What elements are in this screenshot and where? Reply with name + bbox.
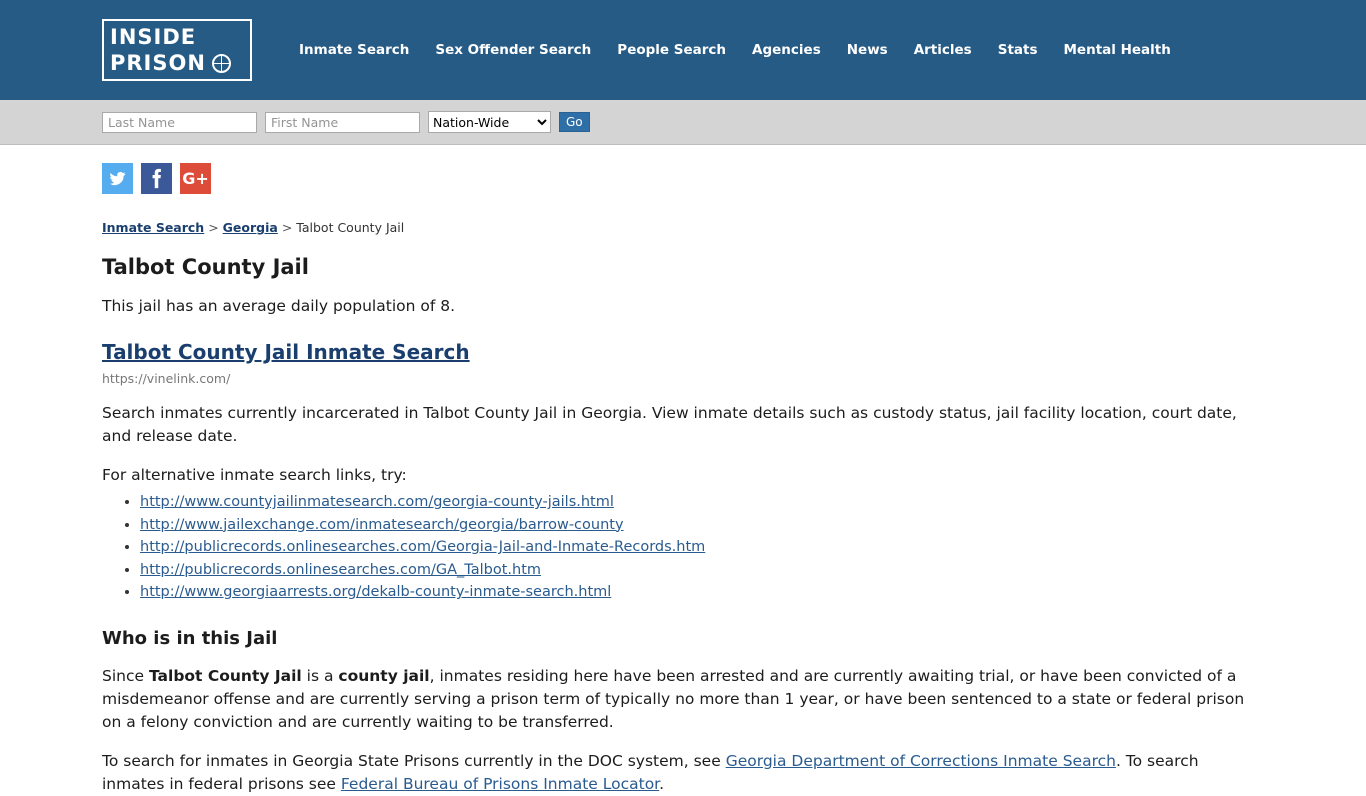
- doc-search-paragraph: [102, 750, 1264, 796]
- nav-item-sex-offender-search[interactable]: Sex Offender Search: [435, 42, 592, 58]
- inmate-search-url: https://vinelink.com/: [102, 371, 231, 386]
- nav-item-people-search[interactable]: People Search: [617, 42, 727, 58]
- facility-description: Search inmates currently incarcerated in Talbot County Jail in Georgia. View inmate details such as custody status, jail facility location, court date, and release date.: [102, 404, 1237, 445]
- twitter-icon[interactable]: [102, 163, 133, 194]
- inmate-search-link[interactable]: Talbot County Jail Inmate Search: [102, 340, 470, 364]
- google-plus-glyph: G+: [182, 169, 209, 188]
- first-name-input[interactable]: [265, 112, 420, 133]
- nav-item-news[interactable]: News: [846, 42, 888, 58]
- alt-link-2[interactable]: http://www.jailexchange.com/inmatesearch/georgia/barrow-county: [140, 516, 624, 533]
- georgia-doc-inmate-search-link[interactable]: Georgia Department of Corrections Inmate Search: [725, 751, 1116, 770]
- nav-item-stats[interactable]: Stats: [997, 42, 1038, 58]
- nav-item-inmate-search[interactable]: Inmate Search: [299, 42, 410, 58]
- who-is-in-this-jail-paragraph: [102, 665, 1264, 734]
- alt-link-3[interactable]: http://publicrecords.onlinesearches.com/Georgia-Jail-and-Inmate-Records.htm: [140, 539, 706, 555]
- who-facility-type: county jail: [338, 666, 430, 685]
- list-item: [140, 514, 1264, 537]
- alt-link-1[interactable]: http://www.countyjailinmatesearch.com/georgia-county-jails.html: [140, 494, 614, 510]
- globe-icon: [212, 54, 231, 73]
- main-navigation: [286, 38, 1184, 62]
- nav-item-mental-health[interactable]: Mental Health: [1063, 42, 1171, 58]
- facebook-icon[interactable]: [141, 163, 172, 194]
- site-header: [0, 0, 1366, 100]
- go-button[interactable]: Go: [559, 112, 590, 132]
- who-facility-name: Talbot County Jail: [148, 666, 302, 685]
- doc-text-a: To search for inmates in Georgia State Prisons currently in the DOC system, see: [102, 751, 726, 770]
- breadcrumb: [102, 220, 1264, 235]
- region-select[interactable]: [428, 111, 551, 133]
- list-item: [140, 581, 1264, 604]
- inmate-search-heading: [102, 340, 1264, 364]
- who-is-in-this-jail-heading: Who is in this Jail: [102, 627, 278, 649]
- quick-search-bar: [0, 100, 1366, 145]
- site-logo[interactable]: [102, 19, 252, 81]
- breadcrumb-link-inmate-search[interactable]: Inmate Search: [102, 220, 205, 235]
- who-text-c: is a: [301, 666, 339, 685]
- list-item: [140, 559, 1264, 582]
- breadcrumb-link-georgia[interactable]: Georgia: [222, 220, 278, 235]
- last-name-input[interactable]: [102, 112, 257, 133]
- alt-link-5[interactable]: http://www.georgiaarrests.org/dekalb-county-inmate-search.html: [140, 584, 612, 600]
- who-text-e: , inmates residing here have been arrested and are currently awaiting trial, or have been convicted of a misdemeanor offense and are currently serving a prison term of typically no more than 1 year, or have been sentenced to a state or federal prison on a felony conviction and are currently waiting to be transferred.: [102, 666, 1245, 731]
- breadcrumb-separator-2: >: [281, 220, 293, 235]
- breadcrumb-separator-1: >: [208, 220, 219, 235]
- nav-item-articles[interactable]: Articles: [913, 42, 972, 58]
- doc-text-c: .: [659, 774, 665, 793]
- alternative-links-intro: For alternative inmate search links, try:: [102, 466, 407, 484]
- list-item: [140, 491, 1264, 514]
- logo-line-2: PRISON: [110, 51, 206, 75]
- bop-inmate-locator-link[interactable]: Federal Bureau of Prisons Inmate Locator: [340, 774, 660, 793]
- list-item: [140, 536, 1264, 559]
- logo-line-2-row: [110, 50, 244, 76]
- page-title: Talbot County Jail: [102, 255, 309, 279]
- doc-text-b: . To search inmates in federal prisons see: [102, 751, 1199, 793]
- nav-item-agencies[interactable]: Agencies: [752, 42, 821, 58]
- alternative-links-list: [102, 491, 1264, 604]
- population-text: This jail has an average daily population of 8.: [102, 297, 456, 315]
- page-content: [0, 145, 1366, 796]
- social-share-row: [102, 145, 1264, 194]
- logo-line-1: INSIDE: [110, 25, 197, 49]
- google-plus-icon[interactable]: [180, 163, 211, 194]
- who-text-a: Since: [102, 666, 149, 685]
- alt-link-4[interactable]: http://publicrecords.onlinesearches.com/GA_Talbot.htm: [140, 561, 542, 578]
- breadcrumb-current: Talbot County Jail: [296, 220, 405, 235]
